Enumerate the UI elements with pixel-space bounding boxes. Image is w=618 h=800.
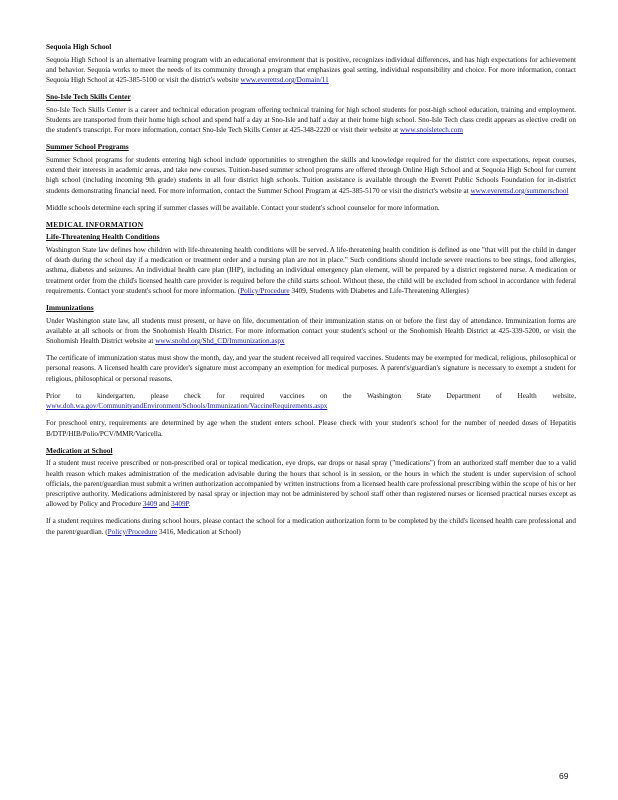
medschool-paragraph-1 bbox=[46, 458, 576, 509]
summer-link[interactable]: www.everettsd.org/summerschool bbox=[470, 186, 569, 195]
sequoia-heading: Sequoia High School bbox=[46, 42, 112, 51]
sequoia-section bbox=[46, 42, 576, 85]
immunizations-paragraph-2: The certificate of immunization status must show the month, day, and year the student received all required vaccines. Students may be exempted for medical, religious, philosophical or personal reasons. A licensed health care provider's signature must accompany an exemption for medical purposes. A parent's/guardian's signature is necessary to exempt a student for religious, philosophical or personal reasons. bbox=[46, 354, 576, 383]
lifethreat-text-after: 3409, Students with Diabetes and Life-Threatening Allergies) bbox=[289, 286, 469, 295]
summer-paragraph-1 bbox=[46, 155, 576, 196]
sequoia-paragraph bbox=[46, 55, 576, 86]
summer-paragraph-2: Middle schools determine each spring if summer classes will be available. Contact your student's school counselor for more information. bbox=[46, 203, 440, 212]
lifethreat-text: Washington State law defines how children with life-threatening health conditions will be served. A life-threatening health condition is defined as one "that will put the child in danger of death during the school day if a medication or treatment order and a nursing plan are not in place." Such conditions should include severe reactions to bee stings, food allergies, asthma, diabetes and seizures. An individual health care plan (IHP), including an individual emergency plan element, will be prepared by a district registered nurse. A medication or treatment order from the child's licensed health care provider is required before the child starts school. Without these, the child will be excluded from school in accordance with federal requirements. Contact your student's school for more information. ( bbox=[46, 245, 576, 295]
immunizations-paragraph-4: For preschool entry, requirements are determined by age when the student enters school. Please check with your student's school for the number of needed doses of Hepatitis B/DTP/HIB/Polio/PCV/MMR/Varicella. bbox=[46, 419, 576, 438]
lifethreat-heading: Life-Threatening Health Conditions bbox=[46, 232, 160, 242]
immunizations-text-3: Prior to kindergarten, please check for required vaccines on the Washington State Department of Health website, bbox=[46, 391, 576, 400]
medical-info-heading: MEDICAL INFORMATION bbox=[46, 219, 144, 229]
summer-section bbox=[46, 142, 576, 213]
immunizations-link-3[interactable]: www.doh.wa.gov/CommunityandEnvironment/Schools/Immunization/VaccineRequirements.aspx bbox=[46, 402, 328, 411]
snoisle-paragraph bbox=[46, 105, 576, 136]
summer-text-1: Summer School programs for students entering high school include opportunities to strengthen the skills and knowledge required for the district core expectations, repeat courses, extend their interests in academic areas, and take new courses. Tuition-based summer school programs are offered through Online High School and at Sequoia High School for current high school (including incoming 9th grade) students in all four district high schools. Tuition assistance is available through the Everett Public Schools Foundation for in-district students demonstrating financial need. For more information, contact the Summer School Program at 425-385-5170 or visit the district's website at bbox=[46, 155, 576, 195]
page-number: 69 bbox=[559, 771, 569, 781]
snoisle-link[interactable]: www.snoisletech.com bbox=[399, 126, 463, 135]
snoisle-section bbox=[46, 92, 576, 135]
summer-heading: Summer School Programs bbox=[46, 142, 129, 152]
sequoia-text: Sequoia High School is an alternative learning program with an educational environment that is positive, recognizes individual differences, and has high expectations for achievement and behavior. Sequoia works to meet the needs of its community through a program that emphasizes goal setting, individual responsibility and choice. For more information, contact Sequoia High School at 425-385-5100 or visit the district's website bbox=[46, 55, 576, 84]
medschool-text-1-end: . bbox=[188, 500, 191, 509]
medschool-and: and bbox=[157, 500, 172, 509]
medschool-text-1: If a student must receive prescribed or non-prescribed oral or topical medication, eye drops, ear drops or nasal spray ("medications") from an authorized staff member due to a valid health reason which makes administration of the medication advisable during the hours that school is in session, or the hours in which the student is under supervision of school officials, the parent/guardian must submit a written authorization accompanied by written instructions from a licensed health care professional prescribing within the scope of his or her prescriptive authority. Medications administered by nasal spray or injection may not be administered by school staff other than registered nurses or licensed practical nurses except as allowed by Policy and Procedure bbox=[46, 459, 576, 509]
immunizations-text-1: Under Washington state law, all students must present, or have on file, documentation of their immunization status on or before the first day of attendance. Immunization forms are available at all schools or from the Snohomish Health District. For more information contact your student's school or the Snohomish Health District at 425-339-5200, or visit the Snohomish Health District website at bbox=[46, 316, 576, 346]
medschool-heading: Medication at School bbox=[46, 445, 113, 455]
sequoia-link[interactable]: www.everettsd.org/Domain/11 bbox=[240, 75, 329, 84]
medschool-link-3409[interactable]: 3409 bbox=[142, 500, 158, 509]
immunizations-section bbox=[46, 303, 576, 439]
snoisle-text: Sno-Isle Tech Skills Center is a career and technical education program offering technical training for high school students for post-high school education, training and employment. Students are transported from their home high school and spend half a day at Sno-Isle and half a day at their home high school. Sno-Isle Tech class credit appears as elective credit on the student's transcript. For more information, contact Sno-Isle Tech Skills Center at 425-348-2220 or visit their website at bbox=[46, 105, 576, 135]
immunizations-paragraph-3 bbox=[46, 391, 576, 411]
immunizations-paragraph-1 bbox=[46, 316, 576, 347]
medschool-paragraph-2 bbox=[46, 516, 576, 536]
medschool-section bbox=[46, 446, 576, 537]
document-page bbox=[46, 42, 576, 544]
medschool-text-2: If a student requires medications during school hours, please contact the school for a medication authorization form to be completed by the child's licensed health care professional and the parent/guardian. ( bbox=[46, 517, 576, 536]
medschool-text-2-end: 3416, Medication at School) bbox=[157, 527, 241, 536]
medschool-link-3409p[interactable]: 3409P bbox=[171, 500, 189, 509]
medschool-policy-link[interactable]: Policy/Procedure bbox=[107, 527, 158, 536]
immunizations-link-1[interactable]: www.snohd.org/Shd_CD/Immunization.aspx bbox=[155, 337, 285, 346]
immunizations-heading: Immunizations bbox=[46, 303, 94, 313]
lifethreat-paragraph bbox=[46, 245, 576, 296]
lifethreat-policy-link[interactable]: Policy/Procedure bbox=[240, 286, 290, 295]
snoisle-heading: Sno-Isle Tech Skills Center bbox=[46, 92, 131, 102]
lifethreat-section bbox=[46, 232, 576, 296]
